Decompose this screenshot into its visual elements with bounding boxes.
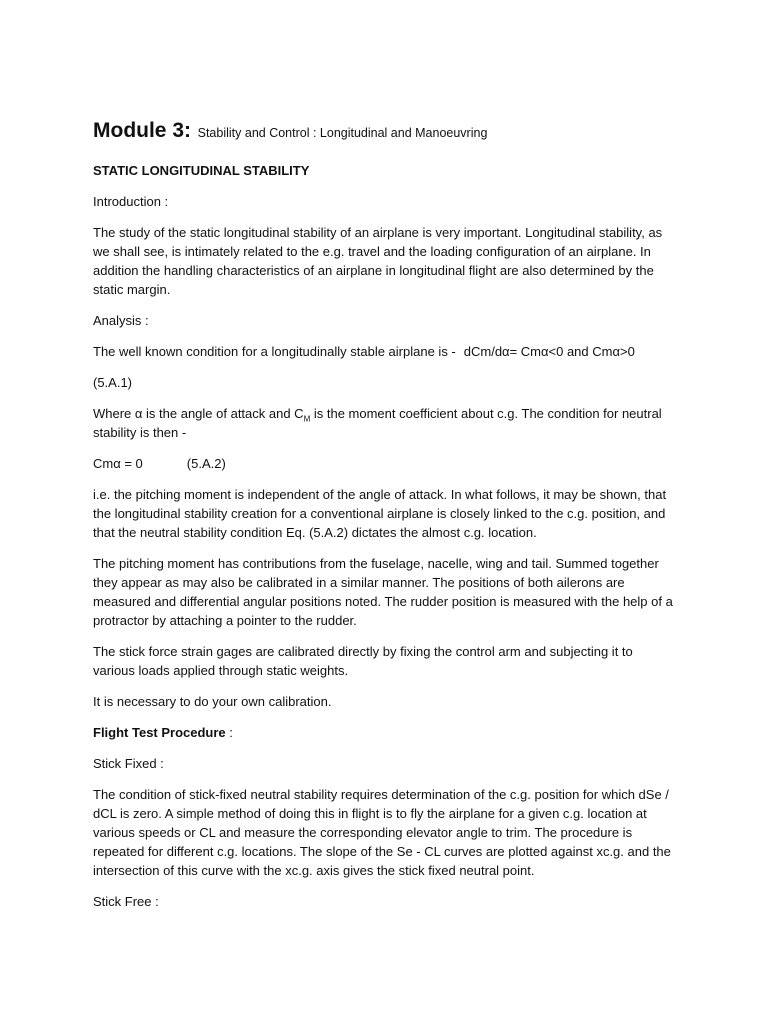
introduction-paragraph: The study of the static longitudinal stability of an airplane is very important. Longitudinal stability, as we shall see, is intimately related to the e.g. travel and the loading configuration of an airplane. In addition the handling characteristics of an airplane in longitudinal flight are also determined by the static margin. bbox=[93, 225, 663, 297]
stability-condition-text: The well known condition for a longitudinally stable airplane is - bbox=[93, 344, 456, 359]
stability-condition-formula: dCm/dα= Cmα<0 and Cmα>0 bbox=[463, 344, 635, 359]
neutral-stability-formula: Cmα = 0 bbox=[93, 456, 143, 471]
flight-test-procedure-heading bbox=[93, 723, 678, 742]
flight-test-procedure-colon: : bbox=[225, 725, 233, 740]
stick-fixed-paragraph: The condition of stick-fixed neutral stability requires determination of the c.g. position for which dSe / dCL is zero. A simple method of doing this in flight is to fly the airplane for a given c.g. location at various speeds or CL and measure the corresponding elevator angle to trim. The procedure is repeated for different c.g. locations. The slope of the Se - CL curves are plotted against xc.g. and the intersection of this curve with the xc.g. axis gives the stick fixed neutral point. bbox=[93, 787, 671, 878]
stability-condition-line bbox=[93, 342, 678, 361]
moment-coefficient-subscript: M bbox=[303, 414, 311, 424]
module-title-main: Module 3: bbox=[93, 119, 191, 142]
flight-test-procedure-label: Flight Test Procedure bbox=[93, 725, 226, 740]
module-title-subtitle: Stability and Control : Longitudinal and Manoeuvring bbox=[197, 126, 488, 140]
pitching-independence-paragraph: i.e. the pitching moment is independent of the angle of attack. In what follows, it may be shown, that the longitudinal stability creation for a conventional airplane is closely linked to the c.g. position, and that the neutral stability condition Eq. (5.A.2) dictates the almost c.g. location. bbox=[93, 487, 667, 540]
stick-fixed-label: Stick Fixed : bbox=[93, 756, 164, 771]
stick-free-label: Stick Free : bbox=[93, 894, 159, 909]
where-paragraph bbox=[93, 404, 678, 442]
pitching-moment-paragraph: The pitching moment has contributions from the fuselage, nacelle, wing and tail. Summed together they appear as may also be calibrated in a similar manner. The positions of both ailerons are measured and differential angular positions noted. The rudder position is measured with the help of a protractor by attaching a pointer to the rudder. bbox=[93, 556, 673, 628]
where-text-start: Where α is the angle of attack and C bbox=[93, 406, 304, 421]
equation-label-5a2: (5.A.2) bbox=[186, 456, 226, 471]
document-body bbox=[93, 117, 678, 923]
stick-force-paragraph: The stick force strain gages are calibrated directly by fixing the control arm and subjecting it to various loads applied through static weights. bbox=[93, 644, 633, 678]
module-title bbox=[93, 117, 678, 147]
section-heading-static-stability: STATIC LONGITUDINAL STABILITY bbox=[93, 163, 310, 178]
introduction-label: Introduction : bbox=[93, 194, 169, 209]
analysis-label: Analysis : bbox=[93, 313, 149, 328]
neutral-stability-equation bbox=[93, 454, 678, 473]
where-text-end: is the moment coefficient about c.g. The condition for neutral stability is then - bbox=[93, 406, 662, 440]
equation-label-5a1: (5.A.1) bbox=[93, 375, 133, 390]
calibration-paragraph: It is necessary to do your own calibration. bbox=[93, 694, 332, 709]
